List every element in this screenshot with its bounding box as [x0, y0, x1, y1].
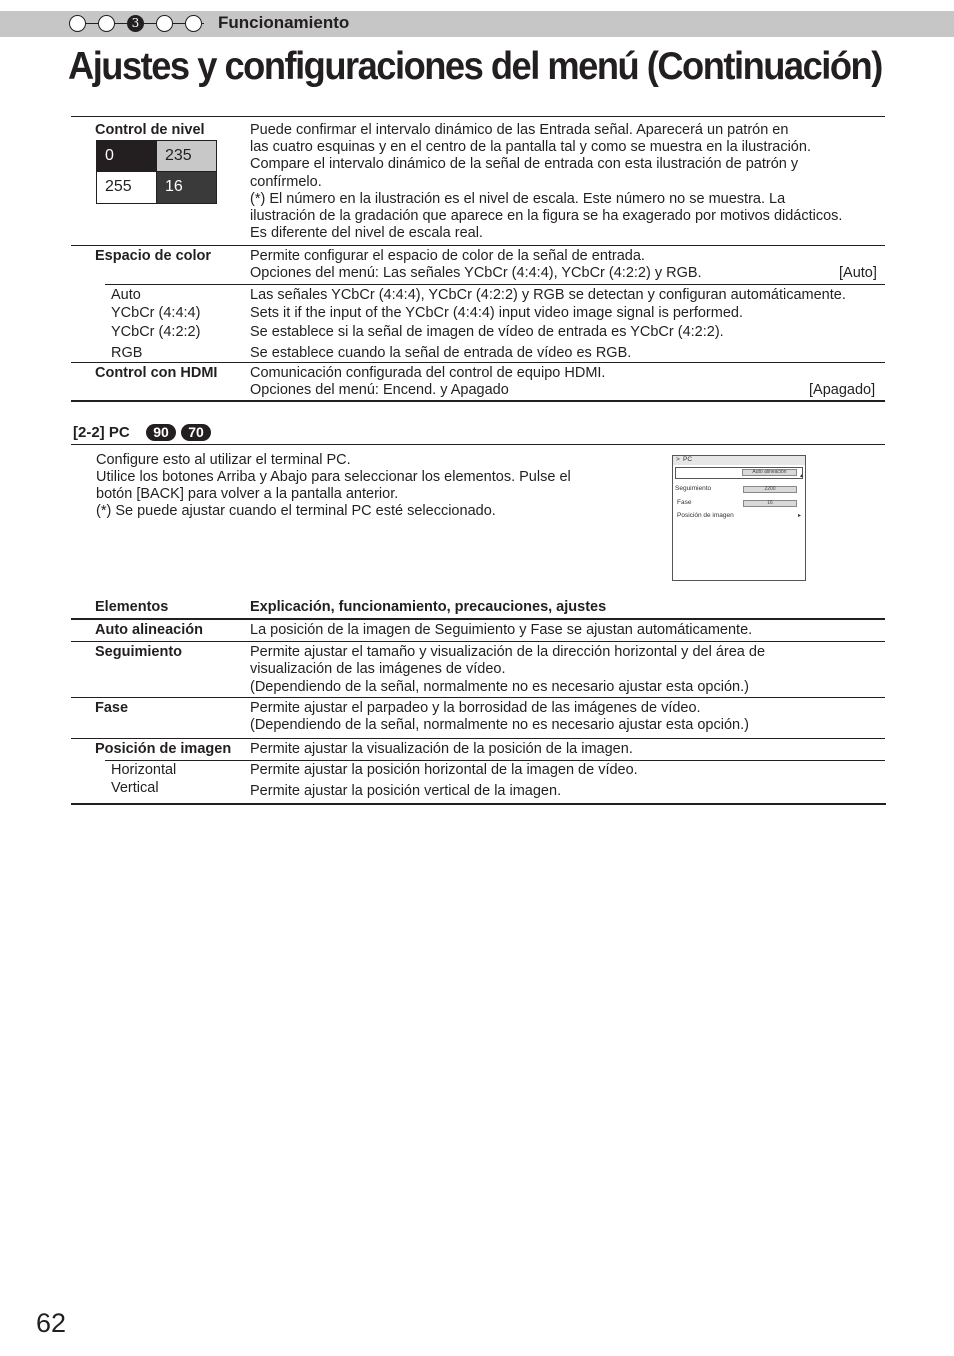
table-header-rule — [71, 618, 885, 620]
control-nivel-text: Compare el intervalo dinámico de la señal de entrada con esta ilustración de patrón y — [250, 156, 799, 172]
posicion-imagen-text: Permite ajustar la visualización de la posición de la imagen. — [250, 741, 633, 757]
table-rule — [71, 362, 885, 363]
pc-section-heading: [2-2] PC — [73, 424, 130, 441]
table-bottom-rule — [71, 400, 885, 402]
control-nivel-text: (*) El número en la ilustración es el nivel de escala. Este número no se muestra. La — [250, 191, 786, 207]
seguimiento-text: visualización de las imágenes de vídeo. — [250, 661, 506, 677]
seguimiento-label: Seguimiento — [95, 644, 183, 660]
control-hdmi-text: Comunicación configurada del control de equipo HDMI. — [250, 365, 606, 381]
horizontal-label: Horizontal — [111, 762, 177, 778]
control-nivel-text: Es diferente del nivel de escala real. — [250, 225, 483, 241]
step-circle-icon — [98, 15, 115, 32]
pc-menu-row-value: 16 — [743, 500, 797, 507]
option-desc: Se establece cuando la señal de entrada de vídeo es RGB. — [250, 345, 632, 361]
table-rule — [71, 245, 885, 246]
fase-label: Fase — [95, 700, 129, 716]
control-nivel-text: confírmelo. — [250, 174, 322, 190]
col-header-elementos: Elementos — [95, 599, 169, 615]
option-desc: Sets it if the input of the YCbCr (4:4:4) input video image signal is performed. — [250, 305, 743, 321]
page-title: Ajustes y configuraciones del menú (Continuación) — [68, 45, 882, 88]
page-number: 62 — [36, 1308, 67, 1338]
option-name: Auto — [111, 287, 141, 303]
triangle-right-icon: ▸ — [798, 513, 802, 519]
control-nivel-text: las cuatro esquinas y en el centro de la pantalla tal y como se muestra en la ilustración. — [250, 139, 811, 155]
espacio-color-text: Permite configurar el espacio de color de la señal de entrada. — [250, 248, 645, 264]
pc-menu-header — [673, 456, 805, 465]
pc-menu-title: PC — [683, 456, 693, 463]
auto-alineacion-text: La posición de la imagen de Seguimiento y Fase se ajustan automáticamente. — [250, 622, 753, 638]
table-subrule — [105, 760, 885, 761]
table-rule — [71, 738, 885, 739]
option-name: RGB — [111, 345, 143, 361]
level-cell: 235 — [156, 140, 217, 172]
step-circle-icon — [156, 15, 173, 32]
seguimiento-text: (Dependiendo de la señal, normalmente no es necesario ajustar esta opción.) — [250, 679, 749, 695]
table-rule — [71, 641, 885, 642]
pc-menu-row-label: Fase — [677, 499, 692, 506]
step-circle-icon — [185, 15, 202, 32]
default-value: [Auto] — [839, 265, 877, 281]
pc-menu-row-label: Seguimiento — [675, 485, 712, 492]
table-rule — [71, 697, 885, 698]
vertical-text: Permite ajustar la posición vertical de la imagen. — [250, 783, 562, 799]
level-cell: 0 — [96, 140, 157, 172]
table-rule — [71, 116, 885, 117]
section-rule — [71, 444, 885, 445]
cursor-arrow-icon: ▲ — [799, 473, 804, 479]
pc-menu-row-value: 2200 — [743, 486, 797, 493]
fase-text: Permite ajustar el parpadeo y la borrosidad de las imágenes de vídeo. — [250, 700, 701, 716]
table-bottom-rule — [71, 803, 886, 805]
table-subrule — [105, 284, 885, 285]
seguimiento-text: Permite ajustar el tamaño y visualización de la dirección horizontal y del área de — [250, 644, 766, 660]
model-badge: 70 — [181, 424, 211, 441]
col-header-explicacion: Explicación, funcionamiento, precauciones, ajustes — [250, 599, 607, 615]
step-circle-icon — [69, 15, 86, 32]
chevron-right-icon: > — [676, 456, 680, 463]
option-desc: Las señales YCbCr (4:4:4), YCbCr (4:2:2) y RGB se detectan y configuran automáticamente. — [250, 287, 846, 303]
control-hdmi-text: Opciones del menú: Encend. y Apagado — [250, 382, 509, 398]
espacio-color-text: Opciones del menú: Las señales YCbCr (4:4:4), YCbCr (4:2:2) y RGB. — [250, 265, 702, 281]
posicion-imagen-label: Posición de imagen — [95, 741, 232, 757]
model-badge: 90 — [146, 424, 176, 441]
control-hdmi-label: Control con HDMI — [95, 365, 218, 381]
option-desc: Se establece si la señal de imagen de vídeo de entrada es YCbCr (4:2:2). — [250, 324, 724, 340]
level-cell: 255 — [96, 171, 157, 204]
fase-text: (Dependiendo de la señal, normalmente no es necesario ajustar esta opción.) — [250, 717, 749, 733]
pc-intro-text: Utilice los botones Arriba y Abajo para seleccionar los elementos. Pulse el — [96, 469, 571, 485]
section-title: Funcionamiento — [218, 13, 350, 32]
vertical-label: Vertical — [111, 780, 159, 796]
option-name: YCbCr (4:2:2) — [111, 324, 201, 340]
espacio-color-label: Espacio de color — [95, 248, 212, 264]
default-value: [Apagado] — [809, 382, 876, 398]
auto-alineacion-label: Auto alineación — [95, 622, 203, 638]
step-circle-active-icon: 3 — [127, 15, 144, 32]
option-name: YCbCr (4:4:4) — [111, 305, 201, 321]
horizontal-text: Permite ajustar la posición horizontal de la imagen de vídeo. — [250, 762, 638, 778]
level-cell: 16 — [156, 171, 217, 204]
pc-intro-text: Configure esto al utilizar el terminal PC. — [96, 452, 351, 468]
auto-alineacion-button: Auto alineación — [742, 469, 797, 476]
control-nivel-label: Control de nivel — [95, 122, 205, 138]
pc-intro-text: (*) Se puede ajustar cuando el terminal PC esté seleccionado. — [96, 503, 496, 519]
pc-menu-row-label: Posición de imagen — [677, 512, 734, 519]
control-nivel-text: ilustración de la gradación que aparece en la figura se ha exagerado por motivos didácticos. — [250, 208, 843, 224]
pc-intro-text: botón [BACK] para volver a la pantalla anterior. — [96, 486, 399, 502]
control-nivel-text: Puede confirmar el intervalo dinámico de las Entrada señal. Aparecerá un patrón en — [250, 122, 789, 138]
